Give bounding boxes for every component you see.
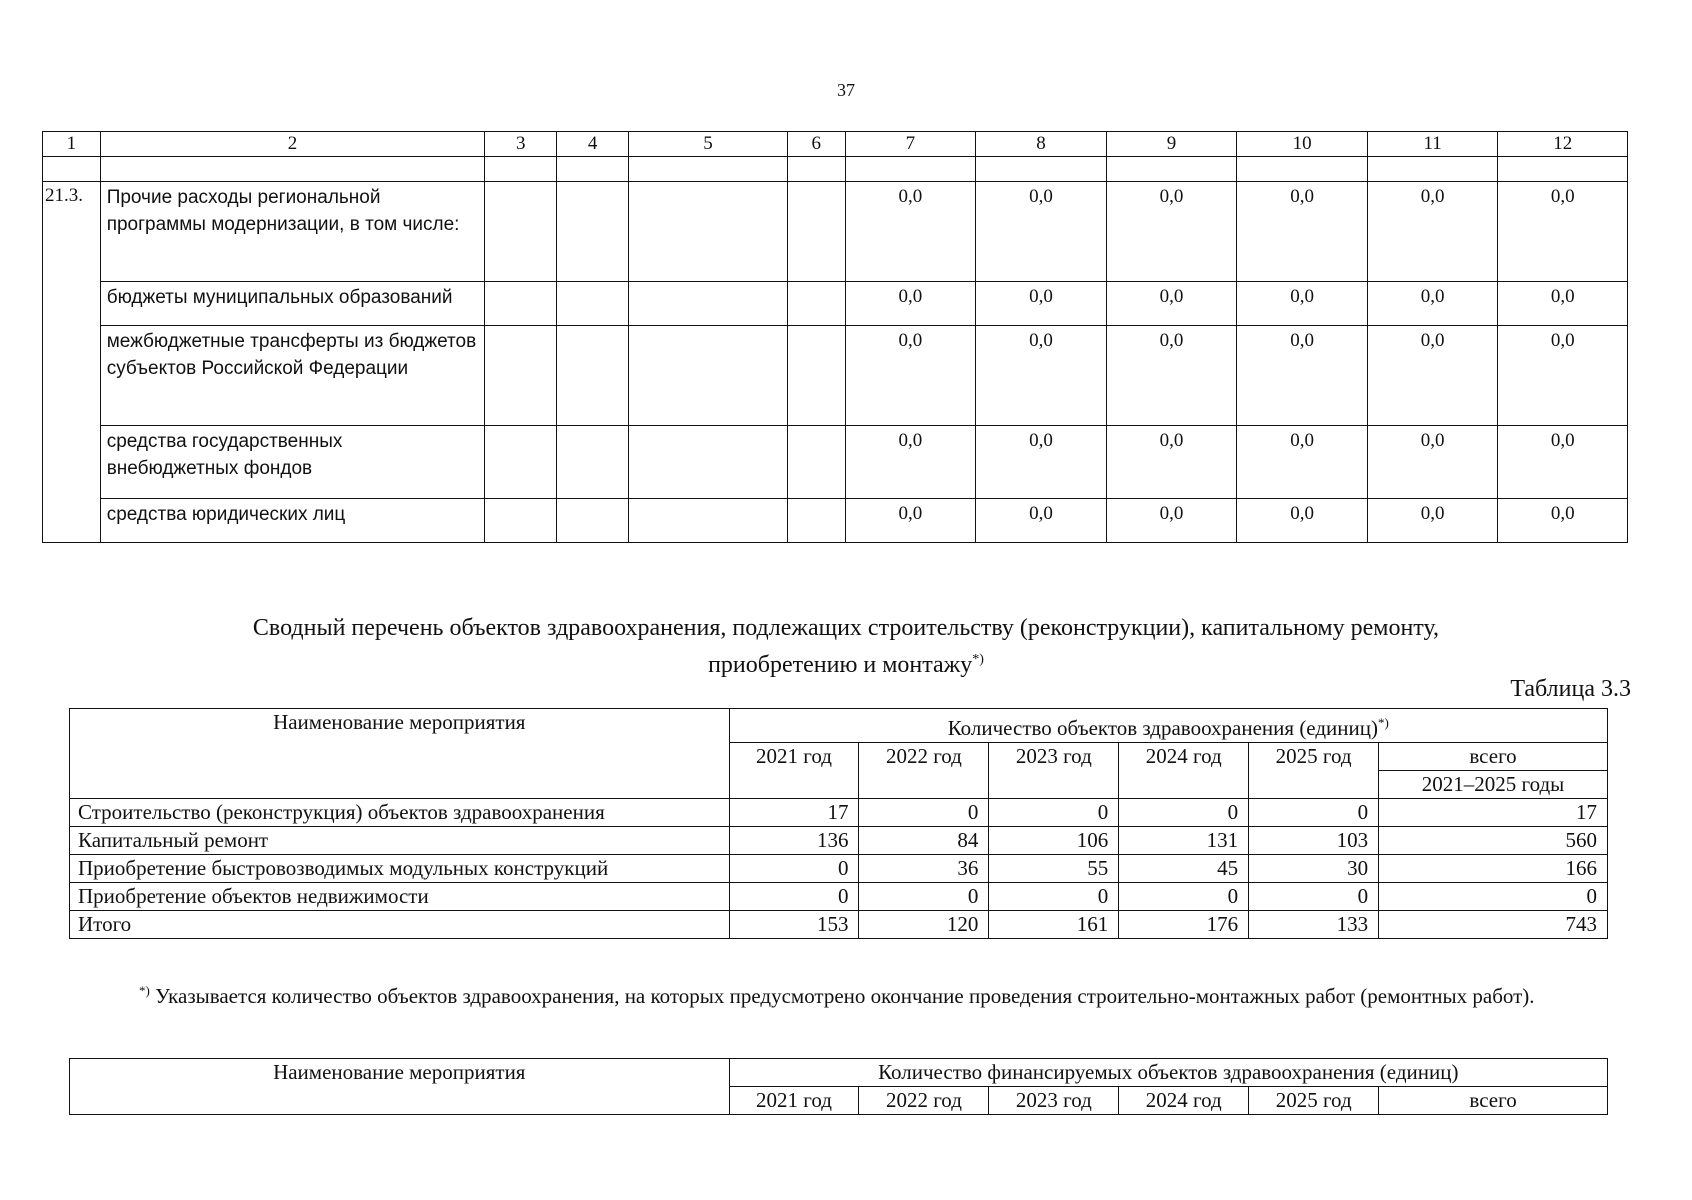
table-header-row xyxy=(70,1059,1608,1087)
col-header: 1 xyxy=(43,132,101,157)
table-row xyxy=(43,426,1628,499)
cell-value: 55 xyxy=(989,855,1119,883)
cell-value: 560 xyxy=(1379,827,1608,855)
table-row xyxy=(70,799,1608,827)
cell-value: 0 xyxy=(1119,799,1249,827)
col-header: 3 xyxy=(485,132,557,157)
col-header-year: 2023 год xyxy=(989,1087,1119,1115)
row-label: средства юридических лиц xyxy=(100,499,485,543)
cell-value: 0,0 xyxy=(976,326,1107,426)
cell-value: 0 xyxy=(859,799,989,827)
row-label: бюджеты муниципальных образований xyxy=(100,282,485,326)
cell-value: 0,0 xyxy=(845,426,976,499)
footnote-text: Указывается количество объектов здравоохранения, на которых предусмотрено окончание проведения строительно-монтажных работ (ремонтных работ). xyxy=(155,984,1535,1008)
row-label: средства государственных внебюджетных фондов xyxy=(100,426,485,499)
cell-value: 0,0 xyxy=(1237,326,1368,426)
col-header-total: всего xyxy=(1379,743,1608,771)
cell-value: 0,0 xyxy=(1498,282,1628,326)
footnote xyxy=(69,976,1627,1011)
cell-value: 0,0 xyxy=(1106,426,1237,499)
col-header: 5 xyxy=(629,132,788,157)
page-number: 37 xyxy=(837,80,855,100)
table-row xyxy=(70,883,1608,911)
cell-value: 0,0 xyxy=(845,282,976,326)
cell-value: 120 xyxy=(859,911,989,939)
col-header: 10 xyxy=(1237,132,1368,157)
row-name: Капитальный ремонт xyxy=(70,827,730,855)
col-header-total-range: 2021–2025 годы xyxy=(1379,771,1608,799)
cell-value: 36 xyxy=(859,855,989,883)
row-label: межбюджетные трансферты из бюджетов субъектов Российской Федерации xyxy=(100,326,485,426)
footnote-marker: *) xyxy=(972,652,984,667)
col-header: 6 xyxy=(787,132,845,157)
col-header-year: 2021 год xyxy=(729,743,859,799)
table1-blank-row xyxy=(43,157,1628,182)
cell-value: 0 xyxy=(1379,883,1608,911)
cell-value: 0,0 xyxy=(1106,282,1237,326)
cell-value: 0,0 xyxy=(1237,182,1368,282)
row-name: Итого xyxy=(70,911,730,939)
cell-value: 0,0 xyxy=(1498,326,1628,426)
cell-value: 106 xyxy=(989,827,1119,855)
cell-value: 0,0 xyxy=(1106,499,1237,543)
col-header-year: 2025 год xyxy=(1249,743,1379,799)
cell-value: 17 xyxy=(1379,799,1608,827)
col-header-year: 2025 год xyxy=(1249,1087,1379,1115)
table-row xyxy=(70,827,1608,855)
col-header: 8 xyxy=(976,132,1107,157)
cell-value: 161 xyxy=(989,911,1119,939)
footnote-marker: *) xyxy=(1377,715,1389,730)
cell-value: 84 xyxy=(859,827,989,855)
cell-value: 131 xyxy=(1119,827,1249,855)
table-header-row xyxy=(70,709,1608,743)
cell-value: 0,0 xyxy=(1367,182,1498,282)
cell-value: 45 xyxy=(1119,855,1249,883)
cell-value: 0 xyxy=(989,883,1119,911)
col-header-year: 2023 год xyxy=(989,743,1119,799)
section-title xyxy=(0,612,1692,681)
expenses-table xyxy=(42,131,1628,543)
section-title-line2: приобретению и монтажу xyxy=(708,652,973,678)
cell-value: 0,0 xyxy=(845,499,976,543)
cell-value: 136 xyxy=(729,827,859,855)
col-header: 2 xyxy=(100,132,485,157)
table-row xyxy=(43,282,1628,326)
col-header: 11 xyxy=(1367,132,1498,157)
cell-value: 0,0 xyxy=(1367,282,1498,326)
cell-value: 0,0 xyxy=(1106,326,1237,426)
cell-value: 0 xyxy=(1119,883,1249,911)
row-name: Приобретение объектов недвижимости xyxy=(70,883,730,911)
cell-value: 0 xyxy=(1249,883,1379,911)
row-name: Строительство (реконструкция) объектов здравоохранения xyxy=(70,799,730,827)
cell-value: 133 xyxy=(1249,911,1379,939)
col-header-total: всего xyxy=(1379,1087,1608,1115)
col-header-name: Наименование мероприятия xyxy=(70,1059,730,1115)
table-row xyxy=(43,326,1628,426)
table-label: Таблица 3.3 xyxy=(1510,676,1631,702)
group-header: Количество финансируемых объектов здравоохранения (единиц) xyxy=(729,1059,1607,1087)
col-header-year: 2022 год xyxy=(859,1087,989,1115)
cell-value: 153 xyxy=(729,911,859,939)
table-row xyxy=(43,499,1628,543)
section-title-line1: Сводный перечень объектов здравоохранения, подлежащих строительству (реконструкции), капитальному ремонту, xyxy=(252,615,1440,641)
col-header-year: 2024 год xyxy=(1119,743,1249,799)
cell-value: 0,0 xyxy=(1237,499,1368,543)
cell-value: 0,0 xyxy=(976,499,1107,543)
cell-value: 0 xyxy=(859,883,989,911)
col-header: 7 xyxy=(845,132,976,157)
cell-value: 0,0 xyxy=(976,182,1107,282)
objects-count-table xyxy=(69,708,1608,939)
cell-value: 0,0 xyxy=(976,282,1107,326)
cell-value: 103 xyxy=(1249,827,1379,855)
cell-value: 0,0 xyxy=(1498,426,1628,499)
cell-value: 17 xyxy=(729,799,859,827)
cell-value: 0 xyxy=(729,855,859,883)
cell-value: 0,0 xyxy=(845,326,976,426)
cell-value: 0,0 xyxy=(1498,182,1628,282)
col-header: 9 xyxy=(1106,132,1237,157)
table-row xyxy=(43,182,1628,282)
cell-value: 0,0 xyxy=(1106,182,1237,282)
cell-value: 30 xyxy=(1249,855,1379,883)
table1-header-row xyxy=(43,132,1628,157)
group-header-text: Количество объектов здравоохранения (единиц) xyxy=(947,716,1378,740)
footnote-marker: *) xyxy=(139,983,150,998)
cell-value: 0 xyxy=(1249,799,1379,827)
cell-value: 0,0 xyxy=(1367,426,1498,499)
cell-value: 0,0 xyxy=(1237,426,1368,499)
cell-value: 0,0 xyxy=(1367,499,1498,543)
col-header: 4 xyxy=(557,132,629,157)
row-label: Прочие расходы региональной программы модернизации, в том числе: xyxy=(100,182,485,282)
col-header-name: Наименование мероприятия xyxy=(70,709,730,799)
row-code: 21.3. xyxy=(43,182,101,543)
cell-value: 0 xyxy=(989,799,1119,827)
financed-objects-table xyxy=(69,1058,1608,1115)
cell-value: 743 xyxy=(1379,911,1608,939)
table-row xyxy=(70,855,1608,883)
cell-value: 166 xyxy=(1379,855,1608,883)
cell-value: 0,0 xyxy=(976,426,1107,499)
cell-value: 0,0 xyxy=(1498,499,1628,543)
col-header: 12 xyxy=(1498,132,1628,157)
row-name: Приобретение быстровозводимых модульных конструкций xyxy=(70,855,730,883)
cell-value: 0 xyxy=(729,883,859,911)
cell-value: 0,0 xyxy=(845,182,976,282)
col-header-year: 2024 год xyxy=(1119,1087,1249,1115)
col-header-year: 2021 год xyxy=(729,1087,859,1115)
col-header-year: 2022 год xyxy=(859,743,989,799)
group-header xyxy=(729,709,1607,743)
cell-value: 0,0 xyxy=(1237,282,1368,326)
cell-value: 0,0 xyxy=(1367,326,1498,426)
cell-value: 176 xyxy=(1119,911,1249,939)
table-row-total xyxy=(70,911,1608,939)
